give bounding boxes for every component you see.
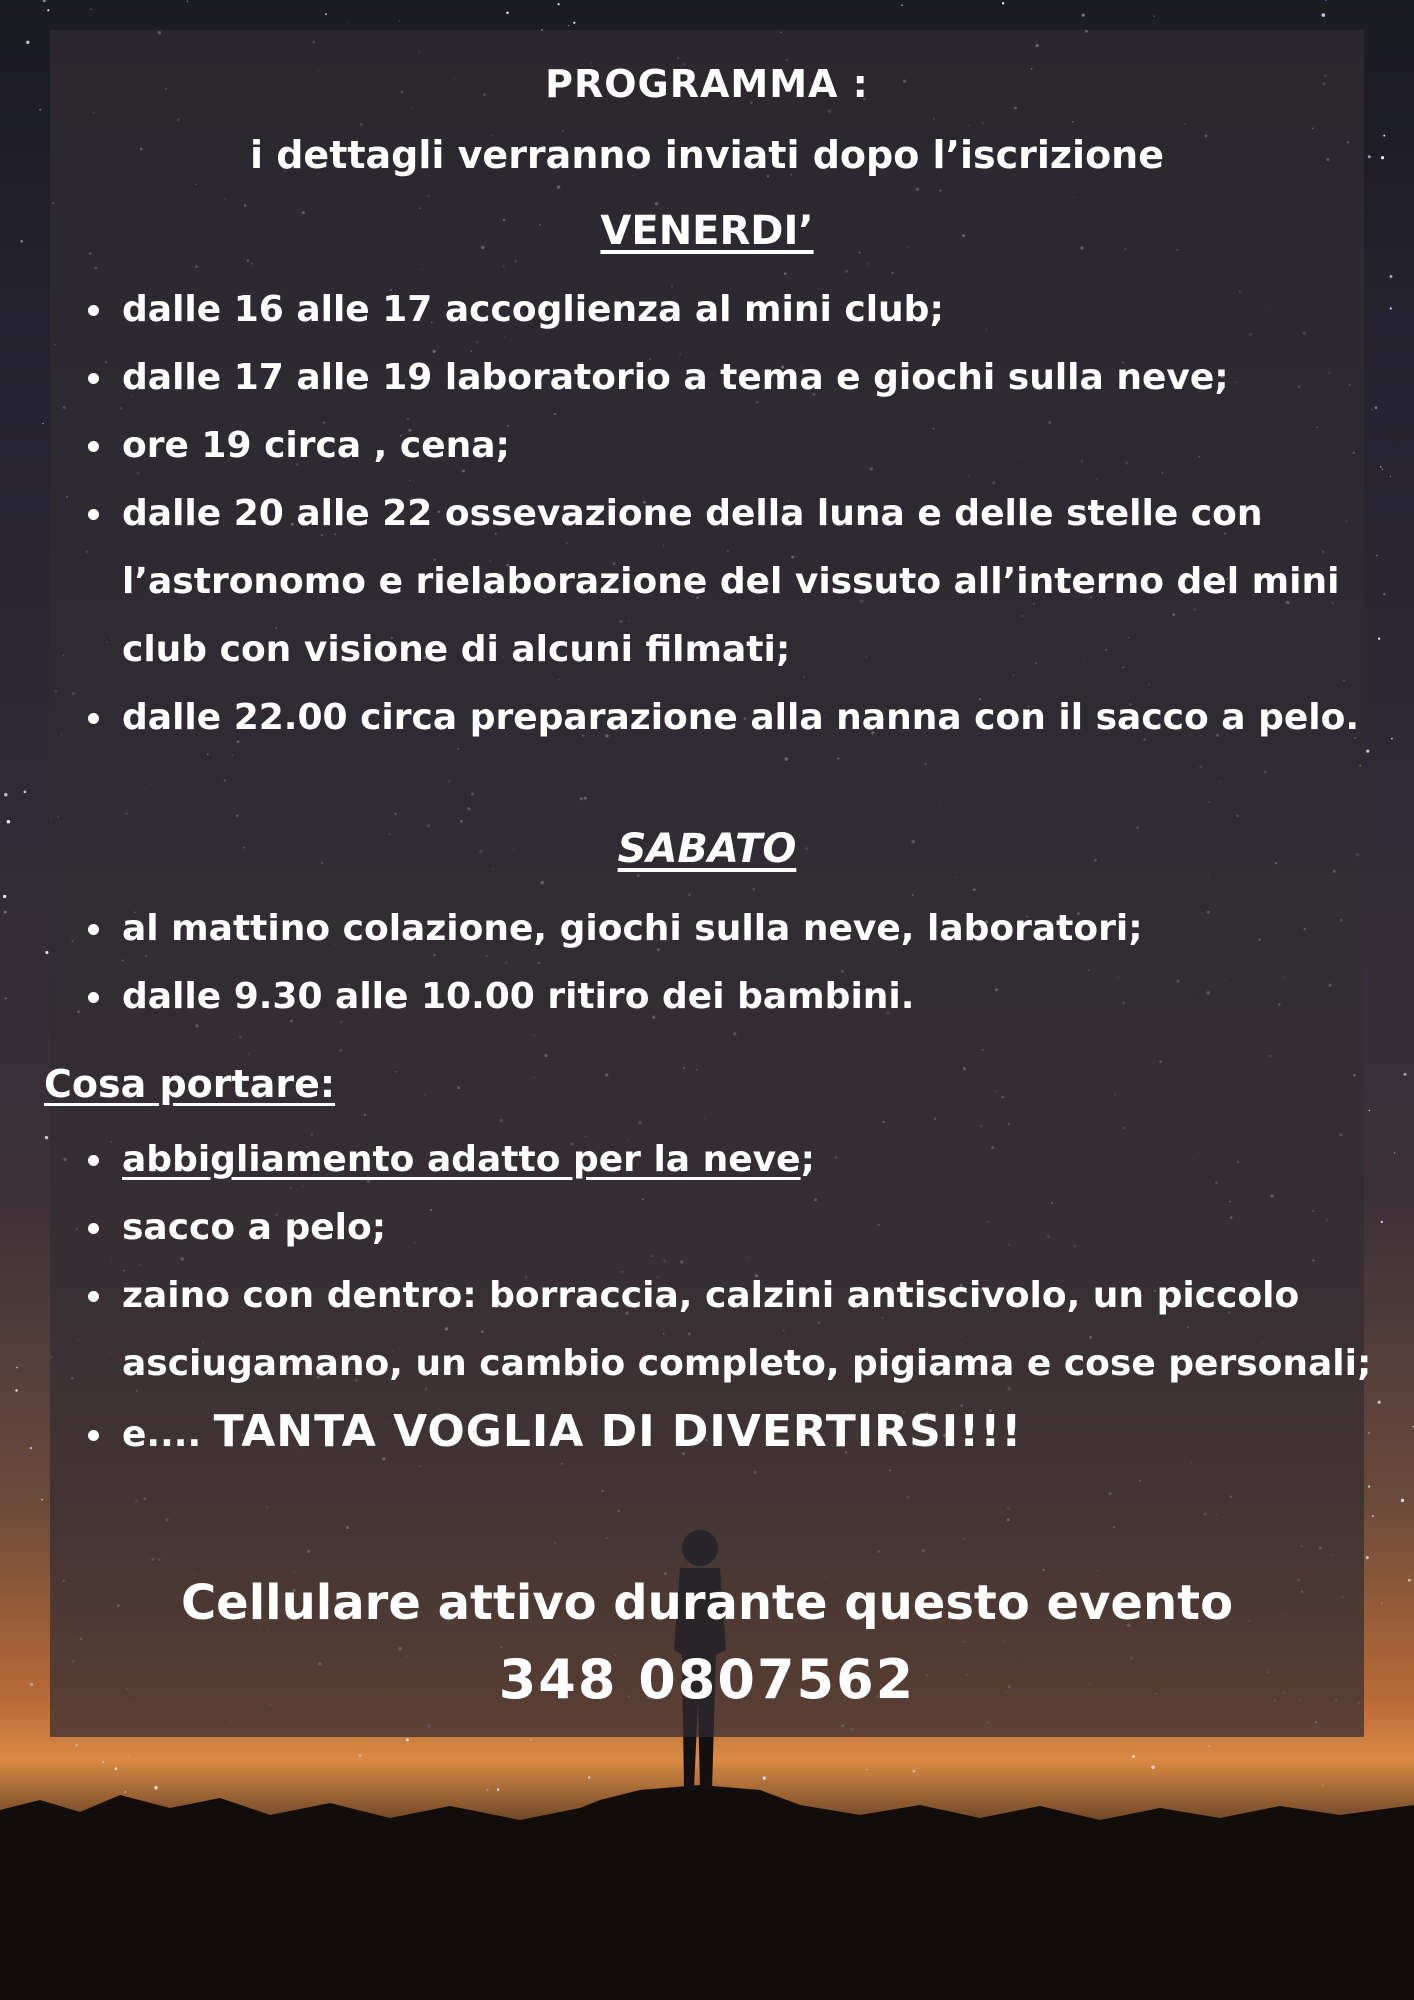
- list-item: • dalle 17 alle 19 laboratorio a tema e giochi sulla neve;: [116, 344, 1386, 412]
- list-item: • zaino con dentro: borraccia, calzini antiscivolo, un piccolo asciugamano, un cambio completo, pigiama e cose personali;: [116, 1262, 1386, 1398]
- friday-schedule: [72, 276, 1386, 752]
- list-item: • ore 19 circa , cena;: [116, 412, 1386, 480]
- what-to-bring-heading: Cosa portare:: [44, 1062, 336, 1106]
- phone-label: Cellulare attivo durante questo evento: [180, 1575, 1234, 1631]
- list-item: • al mattino colazione, giochi sulla neve, laboratori;: [116, 895, 1386, 963]
- list-item: • dalle 9.30 alle 10.00 ritiro dei bambini.: [116, 963, 1386, 1031]
- program-title: PROGRAMMA :: [545, 62, 869, 106]
- program-subtitle: i dettagli verranno inviati dopo l’iscrizione: [249, 133, 1165, 177]
- phone-number: 348 0807562: [498, 1648, 916, 1711]
- clothing-item-suffix: ;: [800, 1139, 815, 1180]
- saturday-schedule: [72, 895, 1386, 1031]
- list-item: • dalle 20 alle 22 ossevazione della luna e delle stelle con l’astronomo e rielaborazione del vissuto all’interno del mini club con visione di alcuni filmati;: [116, 480, 1386, 684]
- list-item: [116, 1398, 1386, 1469]
- list-item: • dalle 22.00 circa preparazione alla nanna con il sacco a pelo.: [116, 684, 1386, 752]
- friday-heading: VENERDI’: [600, 208, 814, 254]
- clothing-item-text: abbigliamento adatto per la neve: [122, 1139, 801, 1180]
- list-item: • sacco a pelo;: [116, 1194, 1386, 1262]
- fun-exclamation: TANTA VOGLIA DI DIVERTIRSI!!!: [213, 1406, 1023, 1457]
- list-item: • dalle 16 alle 17 accoglienza al mini club;: [116, 276, 1386, 344]
- list-item: [116, 1126, 1386, 1194]
- fun-prefix: e....: [122, 1414, 214, 1455]
- what-to-bring-list: [72, 1126, 1386, 1469]
- saturday-heading: SABATO: [617, 826, 797, 872]
